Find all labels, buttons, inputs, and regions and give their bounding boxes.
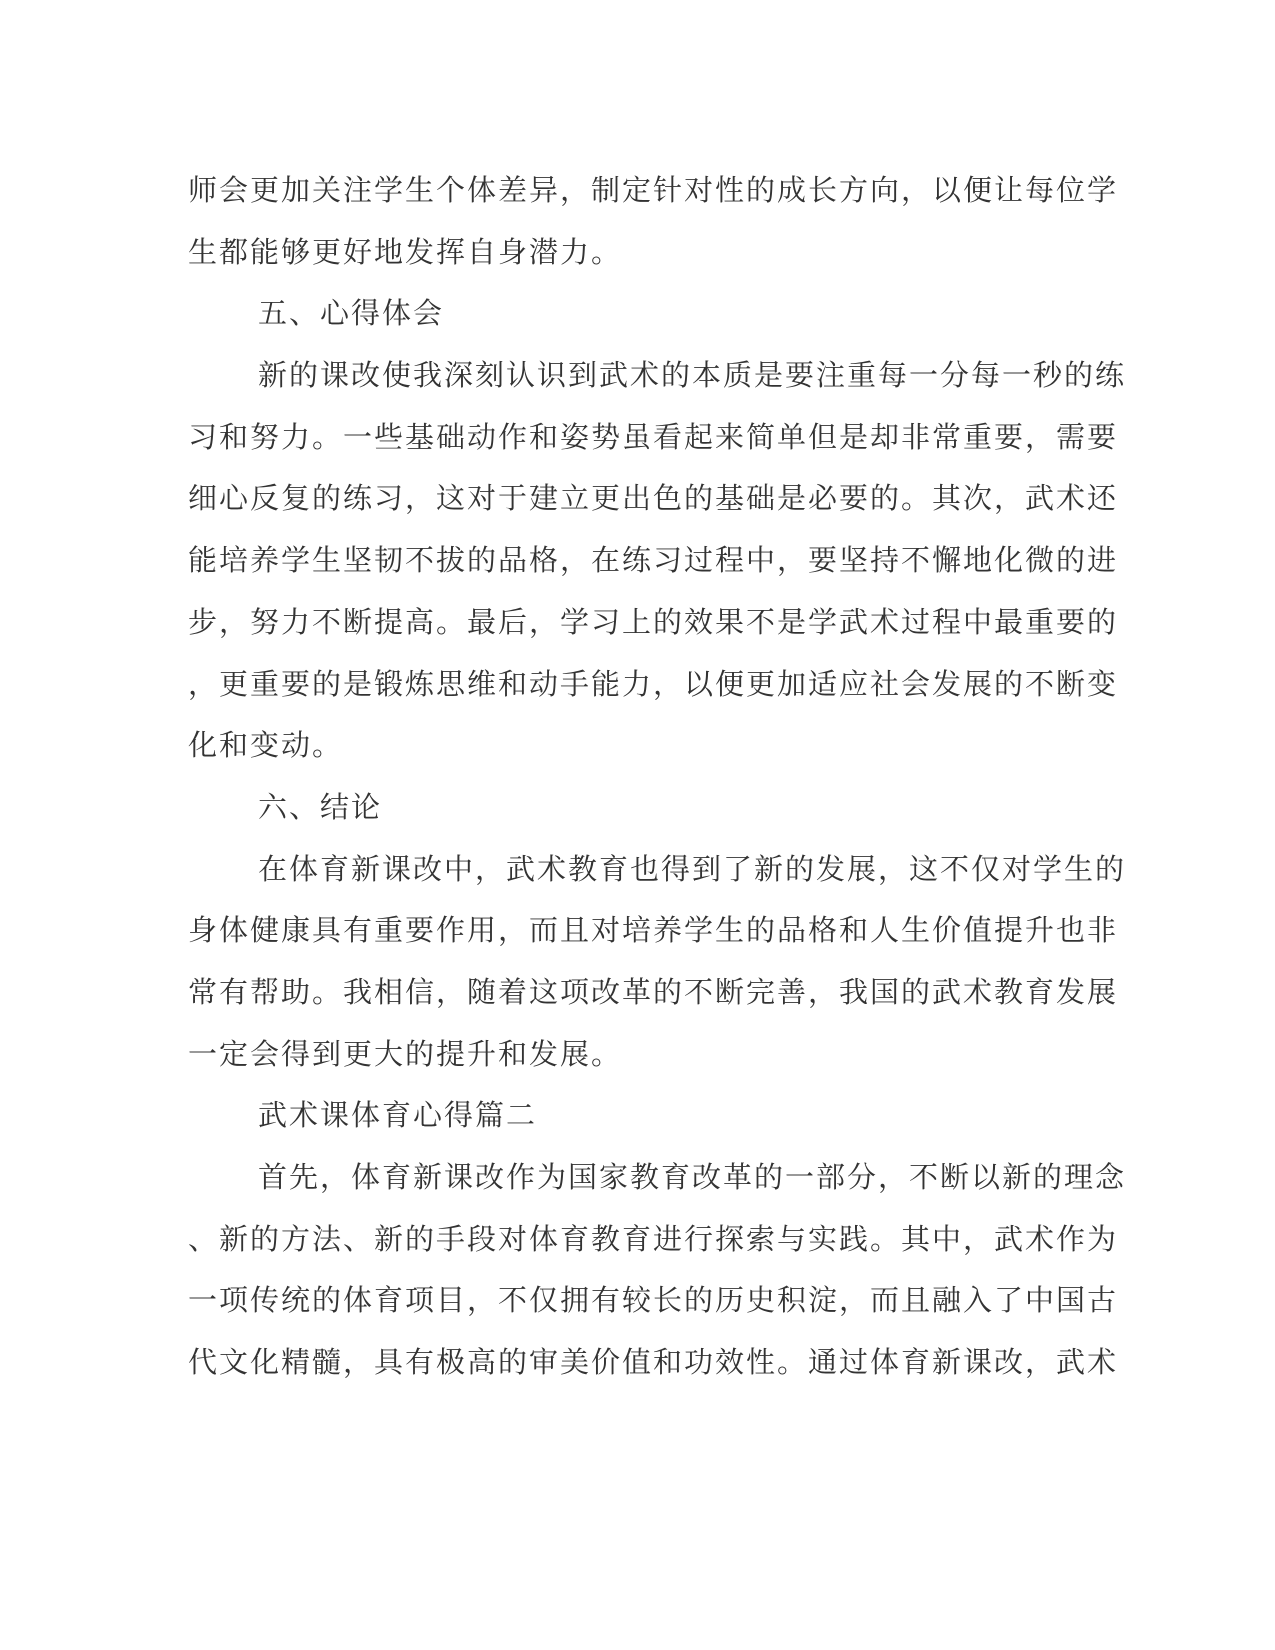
paragraph-line: 能培养学生坚韧不拔的品格，在练习过程中，要坚持不懈地化微的进 (188, 543, 1119, 578)
paragraph-line: 首先，体育新课改作为国家教育改革的一部分，不断以新的理念 (258, 1160, 1127, 1194)
paragraph-line: 一定会得到更大的提升和发展。 (188, 1036, 623, 1071)
paragraph-line: ，更重要的是锻炼思维和动手能力，以便更加适应社会发展的不断变 (188, 666, 1119, 701)
section-heading: 六、结论 (258, 789, 383, 824)
paragraph-line: 习和努力。一些基础动作和姿势虽看起来简单但是却非常重要，需要 (188, 419, 1119, 454)
paragraph-line: 在体育新课改中，武术教育也得到了新的发展，这不仅对学生的 (258, 851, 1127, 886)
document-body (188, 160, 1127, 1394)
paragraph-line: 一项传统的体育项目，不仅拥有较长的历史积淀，而且融入了中国古 (188, 1283, 1119, 1318)
paragraph-line: 化和变动。 (188, 728, 344, 763)
paragraph-line: 师会更加关注学生个体差异，制定针对性的成长方向，以便让每位学 (188, 173, 1119, 207)
section-heading: 武术课体育心得篇二 (258, 1098, 538, 1133)
paragraph-line: 步，努力不断提高。最后，学习上的效果不是学武术过程中最重要的 (188, 604, 1119, 639)
paragraph-line: 生都能够更好地发挥自身潜力。 (188, 234, 623, 269)
paragraph-line: 、新的方法、新的手段对体育教育进行探索与实践。其中，武术作为 (188, 1221, 1119, 1256)
paragraph-line: 代文化精髓，具有极高的审美价值和功效性。通过体育新课改，武术 (188, 1345, 1119, 1380)
section-heading: 五、心得体会 (258, 296, 445, 331)
paragraph-line: 身体健康具有重要作用，而且对培养学生的品格和人生价值提升也非 (188, 913, 1119, 948)
paragraph-line: 常有帮助。我相信，随着这项改革的不断完善，我国的武术教育发展 (188, 974, 1119, 1009)
paragraph-line: 细心反复的练习，这对于建立更出色的基础是必要的。其次，武术还 (188, 481, 1119, 516)
paragraph-line: 新的课改使我深刻认识到武术的本质是要注重每一分每一秒的练 (258, 358, 1127, 393)
